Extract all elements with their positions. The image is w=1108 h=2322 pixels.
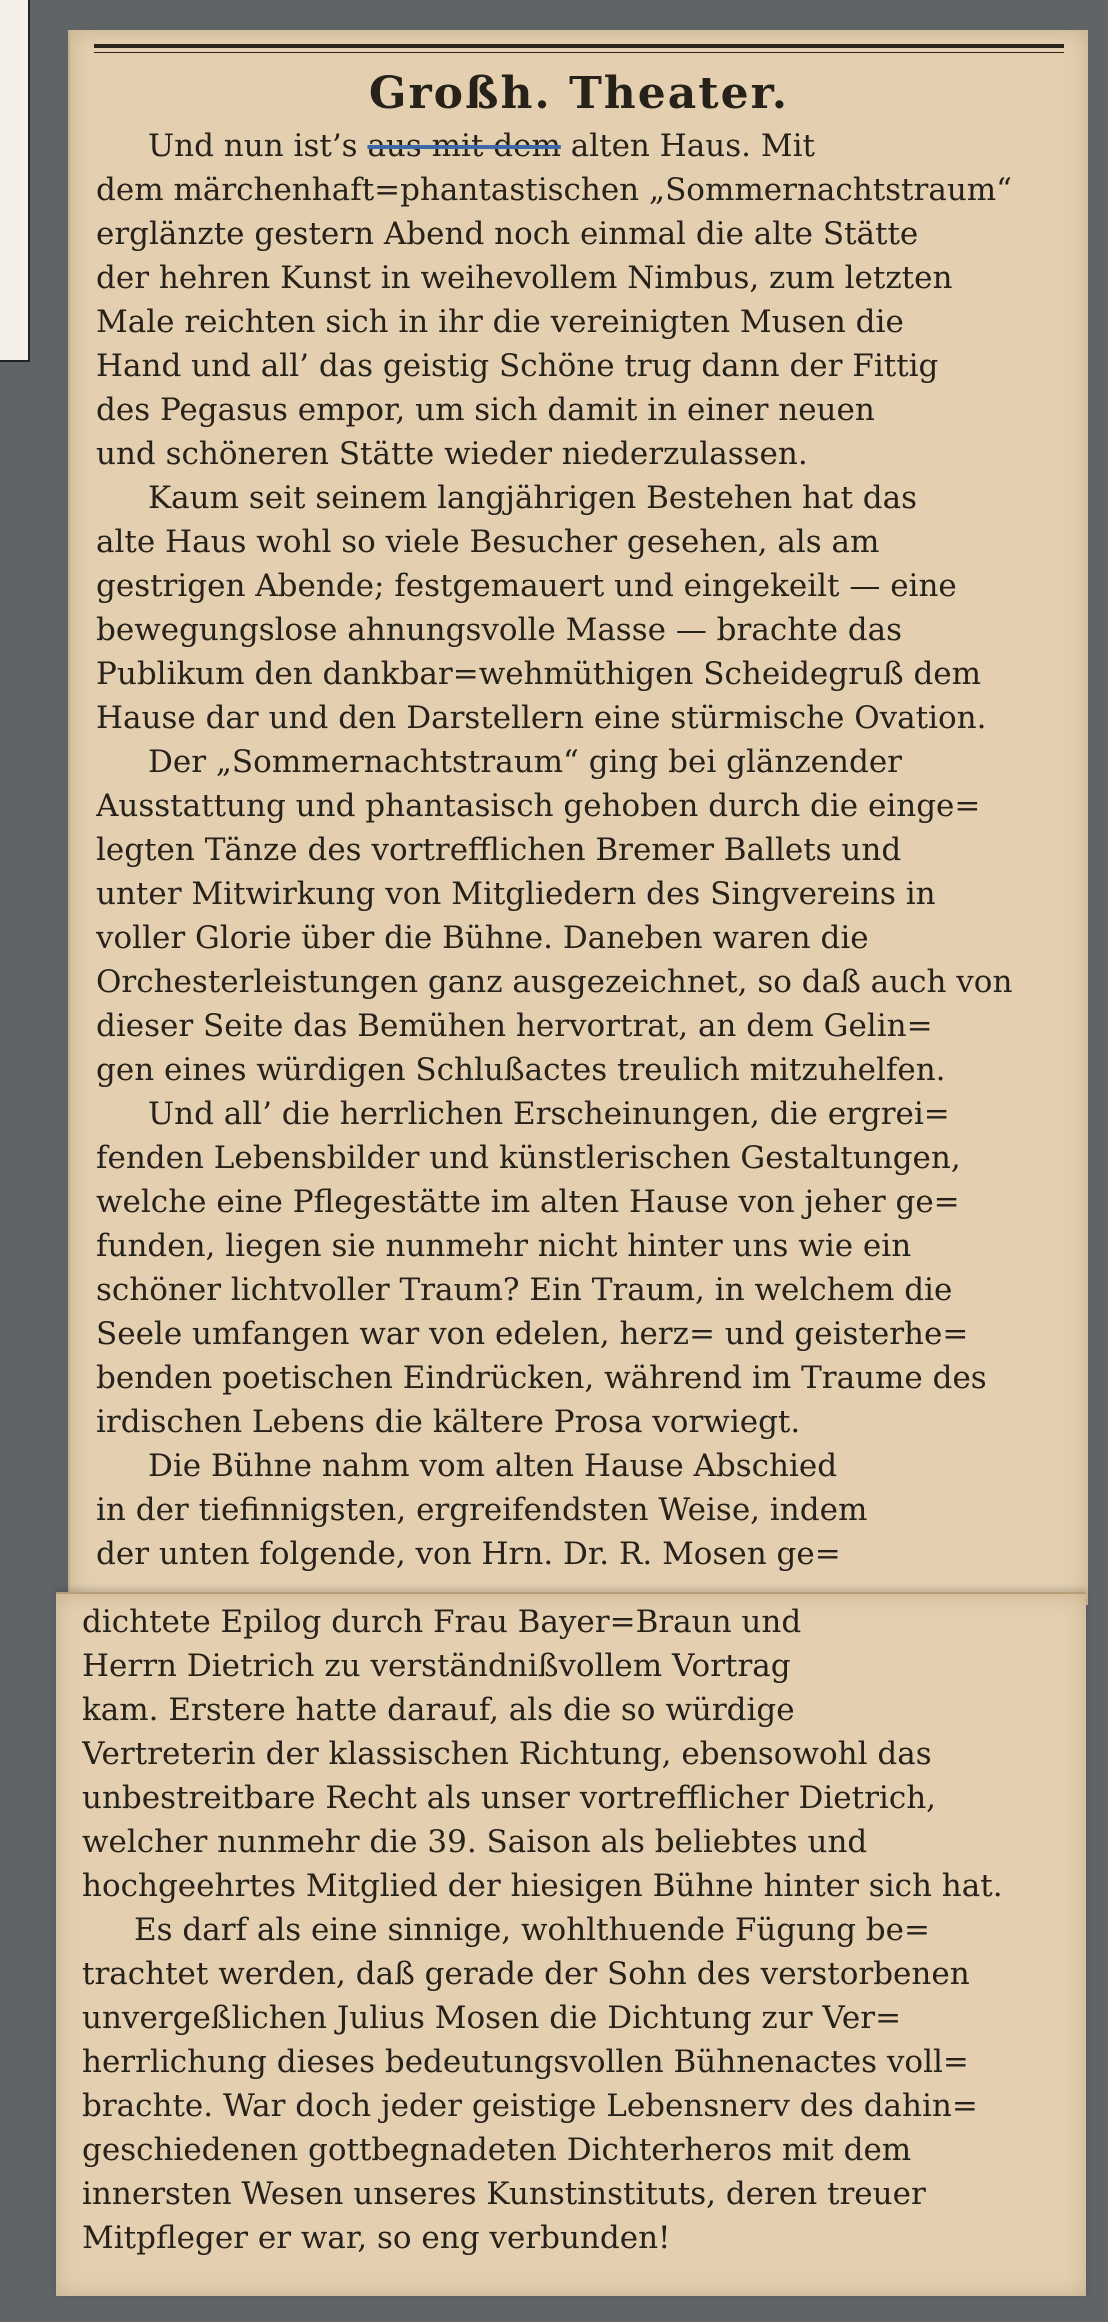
text-line: herrlichung dieses bedeutungsvollen Bühnenactes voll= <box>82 2044 969 2080</box>
text-line: Die Bühne nahm vom alten Hause Abschied <box>148 1448 838 1484</box>
paragraph-2 <box>96 476 1062 740</box>
text-line: Und all’ die herrlichen Erscheinungen, die ergrei= <box>148 1096 950 1132</box>
newspaper-clipping-lower <box>56 1592 1086 2296</box>
text-line: alte Haus wohl so viele Besucher gesehen, als am <box>96 524 880 560</box>
paragraph-6 <box>82 1600 1060 1908</box>
header-rule-thick <box>94 44 1064 48</box>
text-line: legten Tänze des vortrefflichen Bremer Ballets und <box>96 832 902 868</box>
article-column-lower <box>82 1600 1060 2260</box>
text-line: funden, liegen sie nunmehr nicht hinter uns wie ein <box>96 1228 912 1264</box>
text-line: geschiedenen gottbegnadeten Dichterheros mit dem <box>82 2132 912 2168</box>
text-line: Publikum den dankbar=wehmüthigen Scheidegruß dem <box>96 656 982 692</box>
text-line: Orchesterleistungen ganz ausgezeichnet, so daß auch von <box>96 964 1013 1000</box>
text-line: schöner lichtvoller Traum? Ein Traum, in welchem die <box>96 1272 953 1308</box>
mounting-card-edge <box>0 0 30 362</box>
text-line: erglänzte gestern Abend noch einmal die alte Stätte <box>96 216 919 252</box>
paragraph-4 <box>96 1092 1062 1444</box>
text-line: Mitpfleger er war, so eng verbunden! <box>82 2220 671 2256</box>
text-line: des Pegasus empor, um sich damit in einer neuen <box>96 392 875 428</box>
text-line: der unten folgende, von Hrn. Dr. R. Mosen ge= <box>96 1536 841 1572</box>
text-line: innersten Wesen unseres Kunstinstituts, deren treuer <box>82 2176 926 2212</box>
article-headline: Großh. Theater. <box>368 68 790 119</box>
text-line: in der tiefinnigsten, ergreifendsten Weise, indem <box>96 1492 868 1528</box>
struck-through-phrase: aus mit dem <box>367 128 561 164</box>
paragraph-7 <box>82 1908 1060 2260</box>
text-line: brachte. War doch jeder geistige Lebensnerv des dahin= <box>82 2088 978 2124</box>
text-line: gestrigen Abende; festgemauert und eingekeilt — eine <box>96 568 957 604</box>
text-line: dem märchenhaft=phantastischen „Sommernachtstraum“ <box>96 172 1013 208</box>
text-line: kam. Erstere hatte darauf, als die so würdige <box>82 1692 795 1728</box>
text-line: irdischen Lebens die kältere Prosa vorwiegt. <box>96 1404 801 1440</box>
text-line: unbestreitbare Recht als unser vortrefflicher Dietrich, <box>82 1780 937 1816</box>
text-line: welche eine Pflegestätte im alten Hause von jeher ge= <box>96 1184 960 1220</box>
text-line: fenden Lebensbilder und künstlerischen Gestaltungen, <box>96 1140 961 1176</box>
newspaper-clipping-upper <box>68 30 1088 1605</box>
text-line: Der „Sommernachtstraum“ ging bei glänzender <box>148 744 902 780</box>
text-line: und schöneren Stätte wieder niederzulassen. <box>96 436 808 472</box>
text-line: Kaum seit seinem langjährigen Bestehen hat das <box>148 480 918 516</box>
text-line: benden poetischen Eindrücken, während im Traume des <box>96 1360 987 1396</box>
text-line: unvergeßlichen Julius Mosen die Dichtung zur Ver= <box>82 2000 902 2036</box>
text-line: Ausstattung und phantasisch gehoben durch die einge= <box>96 788 981 824</box>
text-line: unter Mitwirkung von Mitgliedern des Singvereins in <box>96 876 936 912</box>
header-rule-thin <box>94 52 1064 53</box>
text-line: gen eines würdigen Schlußactes treulich mitzuhelfen. <box>96 1052 946 1088</box>
text-line: Und nun ist’s aus mit dem alten Haus. Mit <box>148 128 815 164</box>
text-line: hochgeehrtes Mitglied der hiesigen Bühne hinter sich hat. <box>82 1868 1003 1904</box>
paragraph-1 <box>96 124 1062 476</box>
text-line: dichtete Epilog durch Frau Bayer=Braun und <box>82 1604 802 1640</box>
text-line: voller Glorie über die Bühne. Daneben waren die <box>96 920 869 956</box>
paragraph-5 <box>96 1444 1062 1576</box>
text-line: trachtet werden, daß gerade der Sohn des verstorbenen <box>82 1956 970 1992</box>
text-line: Es darf als eine sinnige, wohlthuende Fügung be= <box>134 1912 930 1948</box>
text-line: Hause dar und den Darstellern eine stürmische Ovation. <box>96 700 987 736</box>
text-line: dieser Seite das Bemühen hervortrat, an dem Gelin= <box>96 1008 933 1044</box>
text-line: welcher nunmehr die 39. Saison als beliebtes und <box>82 1824 868 1860</box>
text-line: Vertreterin der klassischen Richtung, ebensowohl das <box>82 1736 932 1772</box>
text-line: bewegungslose ahnungsvolle Masse — brachte das <box>96 612 903 648</box>
text-line: Herrn Dietrich zu verständnißvollem Vortrag <box>82 1648 791 1684</box>
paragraph-3 <box>96 740 1062 1092</box>
text-line: der hehren Kunst in weihevollem Nimbus, zum letzten <box>96 260 953 296</box>
text-line: Hand und all’ das geistig Schöne trug dann der Fittig <box>96 348 939 384</box>
article-column-upper <box>96 124 1062 1576</box>
text-line: Male reichten sich in ihr die vereinigten Musen die <box>96 304 904 340</box>
text-line: Seele umfangen war von edelen, herz= und geisterhe= <box>96 1316 969 1352</box>
